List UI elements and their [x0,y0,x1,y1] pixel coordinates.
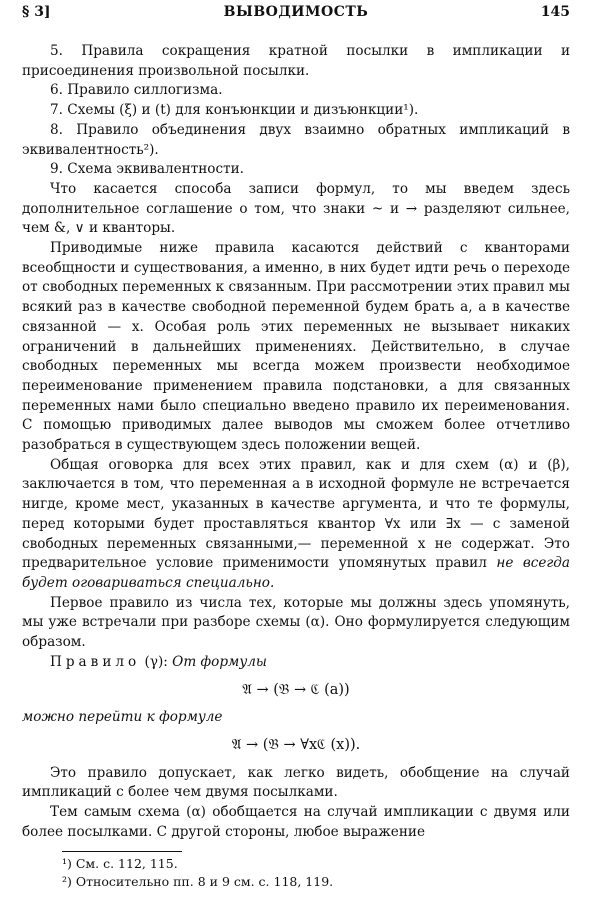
page-number: 145 [540,4,570,20]
list-item-8: 8. Правило объединения двух взаимно обратных импликаций в эквивалентность²). [22,121,570,158]
footnote-2: ²) Относительно пп. 8 и 9 см. с. 118, 119. [62,874,334,889]
paragraph-generalization: Это правило допускает, как легко видеть, обобщение на случай импликаций с более чем двумя посылками. [22,764,570,801]
running-head [22,4,570,26]
paragraph-notation: Что касается способа записи формул, то мы введем здесь дополнительное соглашение о том, что знаки ~ и → разделяют сильнее, чем &, ∨ и кванторы. [22,180,570,237]
list-item-7: 7. Схемы (ξ) и (t) для конъюнкции и дизъюнкции¹). [50,102,419,119]
rule-symbol: (γ): [144,653,168,670]
rule-heading [22,653,570,673]
paragraph-schema-alpha: Тем самым схема (α) обобщается на случай импликации с двумя или более посылками. С другой стороны, любое выражение [22,804,570,840]
chapter-title: ВЫВОДИМОСТЬ [223,4,369,20]
rule-label: Правило [50,653,141,670]
paragraph-general-condition [22,456,570,594]
paragraph-quantifier-rules: Приводимые ниже правила касаются действий с кванторами всеобщности и существования, а именно, в них будет идти речь о переходе от свободных переменных к связанным. При рассмотрении этих правил мы всякий раз в качестве свободной переменной будем брать a, а в качестве связанной — x. Особая роль этих переменных не вызывает никаких ограничений в дальнейших применениях. Действительно, в случае свободных переменных мы всегда можем произвести необходимое переименование применением правила подстановки, а для связанных переменных нами было специально введено правило их переименования. С помощью приводимых далее выводов мы сможем более отчетливо разобраться в существующем здесь положении вещей. [22,240,570,454]
section-marker: § 3] [22,4,51,20]
formula-conclusion: 𝔄 → (𝔅 → ∀xℭ (x)). [231,736,361,753]
footnote-rule [62,851,182,852]
condition-text: Общая оговорка для всех этих правил, как и для схем (α) и (β), заключается в том, что переменная a в исходной формуле не встречается нигде, кроме мест, указанных в качестве аргумента, и что те формулы, перед которыми будет проставляться квантор ∀x или ∃x — с заменой свободных переменных связанными,— переменной x не содержат. Это предварительное условие применимости упомянутых правил [22,456,570,572]
list-item-9: 9. Схема эквивалентности. [50,161,245,178]
list-item-6: 6. Правило силлогизма. [50,82,223,99]
paragraph-first-rule: Первое правило из числа тех, которые мы должны здесь упомянуть, мы уже встречали при разборе схемы (α). Оно формулируется следующим образом. [22,594,570,651]
footnotes [62,855,562,891]
footnote-1: ¹) См. с. 112, 115. [62,856,178,871]
condition-italic-text: не всегда будет оговариваться специально. [22,555,570,591]
transition-text: можно перейти к формуле [22,709,223,726]
list-item-5: 5. Правила сокращения кратной посылки в импликации и присоединения произвольной посылки. [22,43,570,79]
formula-premise: 𝔄 → (𝔅 → ℭ (a)) [242,681,350,698]
page-body [22,42,570,842]
rule-intro: От формулы [172,653,267,670]
